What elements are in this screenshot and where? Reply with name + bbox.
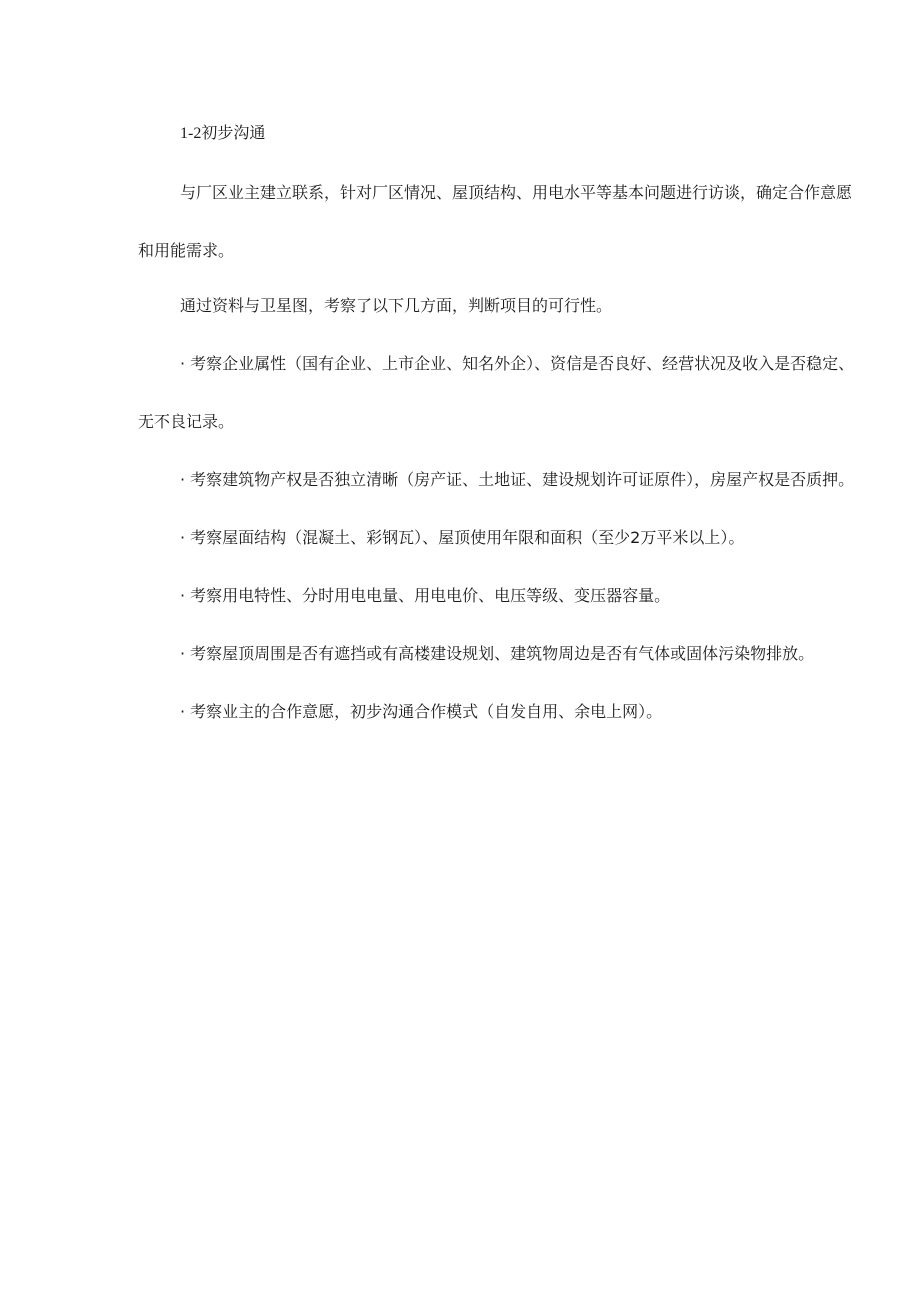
document-body xyxy=(138,119,862,741)
paragraph-method: 通过资料与卫星图，考察了以下几方面，判断项目的可行性。 xyxy=(180,296,613,315)
section-heading: 1-2初步沟通 xyxy=(180,125,266,142)
bullet-property-rights: · 考察建筑物产权是否独立清晰（房产证、土地证、建设规划许可证原件），房屋产权是否质押。 xyxy=(180,470,855,489)
bullet-cooperation: · 考察业主的合作意愿，初步沟通合作模式（自发自用、余电上网）。 xyxy=(180,702,663,721)
paragraph-intro: 与厂区业主建立联系，针对厂区情况、屋顶结构、用电水平等基本问题进行访谈，确定合作意愿和用能需求。 xyxy=(138,183,853,260)
bullet-power-usage: · 考察用电特性、分时用电电量、用电电价、电压等级、变压器容量。 xyxy=(180,586,671,605)
bullet-enterprise: · 考察企业属性（国有企业、上市企业、知名外企）、资信是否良好、经营状况及收入是否稳定、无不良记录。 xyxy=(138,354,855,431)
bullet-surroundings: · 考察屋顶周围是否有遮挡或有高楼建设规划、建筑物周边是否有气体或固体污染物排放。 xyxy=(180,644,815,663)
bullet-roof-structure: · 考察屋面结构（混凝土、彩钢瓦）、屋顶使用年限和面积（至少2万平米以上）。 xyxy=(180,528,745,547)
